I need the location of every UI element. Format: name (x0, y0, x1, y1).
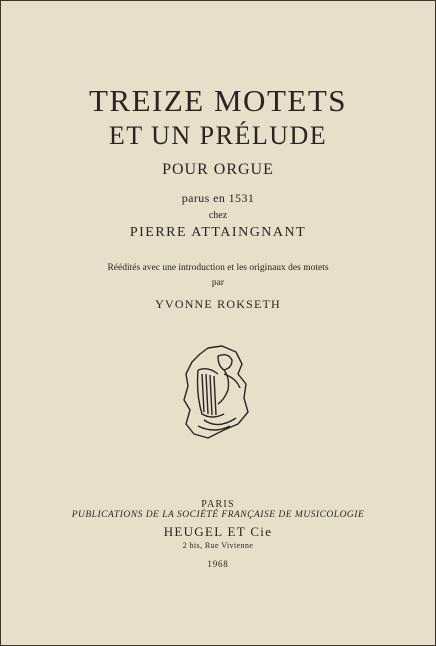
imprint-series: PUBLICATIONS DE LA SOCIÉTÉ FRANÇAISE DE MUSICOLOGIE (71, 510, 365, 520)
edition-note: Réédités avec une introduction et les originaux des motets (107, 263, 329, 273)
published-line: parus en 1531 (181, 191, 255, 205)
subtitle: ET UN PRÉLUDE (108, 121, 328, 150)
original-publisher: PIERRE ATTAINGNANT (129, 225, 307, 240)
imprint-publisher: HEUGEL ET Cie (163, 524, 273, 539)
editor-name: YVONNE ROKSETH (155, 297, 281, 311)
harpist-emblem-icon (178, 344, 252, 440)
instrument-line: POUR ORGUE (162, 161, 274, 178)
imprint-address: 2 bis, Rue Vivienne (182, 541, 254, 550)
imprint-year: 1968 (207, 559, 229, 569)
imprint-city: PARIS (201, 499, 235, 510)
chez-line: chez (208, 210, 228, 221)
main-title: TREIZE MOTETS (89, 83, 347, 118)
par-line: par (211, 278, 225, 288)
